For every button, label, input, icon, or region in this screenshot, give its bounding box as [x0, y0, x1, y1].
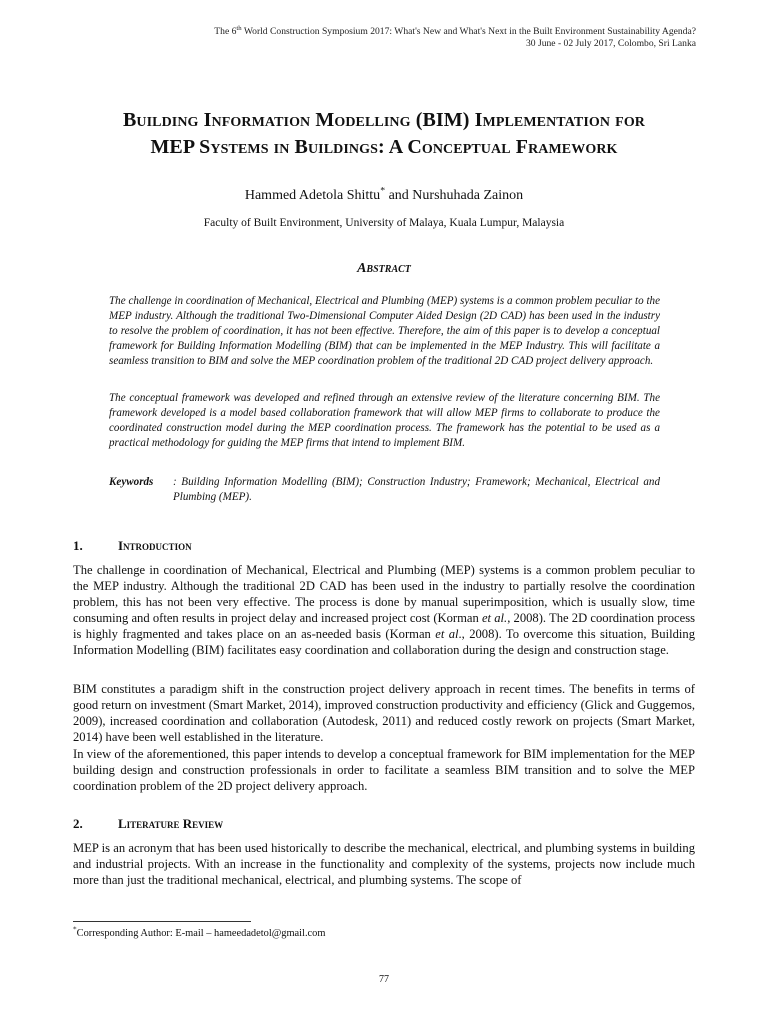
affiliation: Faculty of Built Environment, University of Malaya, Kuala Lumpur, Malaysia — [203, 217, 565, 229]
footnote: *Corresponding Author: E-mail – hameedadetol@gmail.com — [73, 925, 326, 939]
page-number: 77 — [379, 974, 389, 985]
literature-paragraph-1: MEP is an acronym that has been used historically to describe the mechanical, electrical, and plumbing systems in building and industrial projects. With an increase in the functionality and complexity of the systems, projects now include much more than just the traditional mechanical, electrical, and plumbing systems. The scope of — [73, 841, 695, 887]
intro-paragraph-3: In view of the aforementioned, this paper intends to develop a conceptual framework for BIM implementation for the MEP building design and construction professionals in order to facilitate a seamless BIM transition and to solve the MEP coordination problem of the 2D project delivery approach. — [73, 747, 695, 793]
footnote-divider — [73, 921, 251, 922]
conference-header-line-2: 30 June - 02 July 2017, Colombo, Sri Lanka — [525, 38, 696, 49]
abstract-paragraph-1: The challenge in coordination of Mechanical, Electrical and Plumbing (MEP) systems is a common problem peculiar to the MEP industry. Although the traditional Two-Dimensional Computer Aided Design (2D CAD) has been used in the industry to resolve the problem of coordination, it has not been effective. Therefore, the aim of this paper is to develop a conceptual framework for Building Information Modelling (BIM) that can be implemented in the MEP Industry. This will facilitate a seamless transition to BIM and solve the MEP coordination problem of the traditional 2D CAD project delivery approach. — [109, 295, 660, 367]
authors: Hammed Adetola Shittu* and Nurshuhada Zainon — [244, 185, 524, 203]
section-heading-literature-review: 2. Literature Review — [73, 816, 224, 831]
keywords-text: : Building Information Modelling (BIM); Construction Industry; Framework; Mechanical, Electrical and Plumbing (MEP). — [173, 476, 660, 503]
intro-paragraph-1: The challenge in coordination of Mechanical, Electrical and Plumbing (MEP) systems is a common problem peculiar to the MEP industry. Although the traditional 2D CAD has been used in the industry to partially resolve the coordination problem, this has not been very effective. The process is done by manual superimposition, which is usually slow, time consuming and often results in project delay and increased project cost (Korman et al., 2008). The 2D coordination process is highly fragmented and takes place on an as-needed basis (Korman et al., 2008). To overcome this situation, Building Information Modelling (BIM) facilitates easy coordination and collaboration during the design and construction stage. — [73, 563, 695, 657]
paper-title-line-1: Building Information Modelling (BIM) Implementation for — [122, 109, 646, 131]
conference-header-line-1: The 6th World Construction Symposium 2017: What's New and What's Next in the Built Environment Sustainability Agenda? — [214, 24, 696, 37]
keywords — [109, 475, 660, 505]
corresponding-author-mark: * — [380, 185, 386, 197]
keywords-label: Keywords — [109, 476, 154, 488]
section-heading-introduction: 1. Introduction — [73, 538, 192, 553]
intro-paragraph-2: BIM constitutes a paradigm shift in the construction project delivery approach in recent times. The benefits in terms of good return on investment (Smart Market, 2014), improved construction productivity and efficiency (Glick and Guggemos, 2009), increased coordination and collaboration (Autodesk, 2011) and reduced costly rework on projects (Smart Market, 2014) have been well established in the literature. — [73, 682, 695, 744]
abstract-paragraph-2: The conceptual framework was developed and refined through an extensive review of the literature concerning BIM. The framework developed is a model based collaboration framework that will allow MEP firms to collaborate to produce the coordinated construction model during the MEP coordination process. The framework has the potential to be used as a practical methodology for guiding the MEP firms that intend to implement BIM. — [109, 392, 660, 449]
abstract-heading: Abstract — [357, 261, 411, 276]
paper-title — [60, 107, 708, 161]
paper-title-line-2: MEP Systems in Buildings: A Conceptual Framework — [150, 136, 618, 158]
